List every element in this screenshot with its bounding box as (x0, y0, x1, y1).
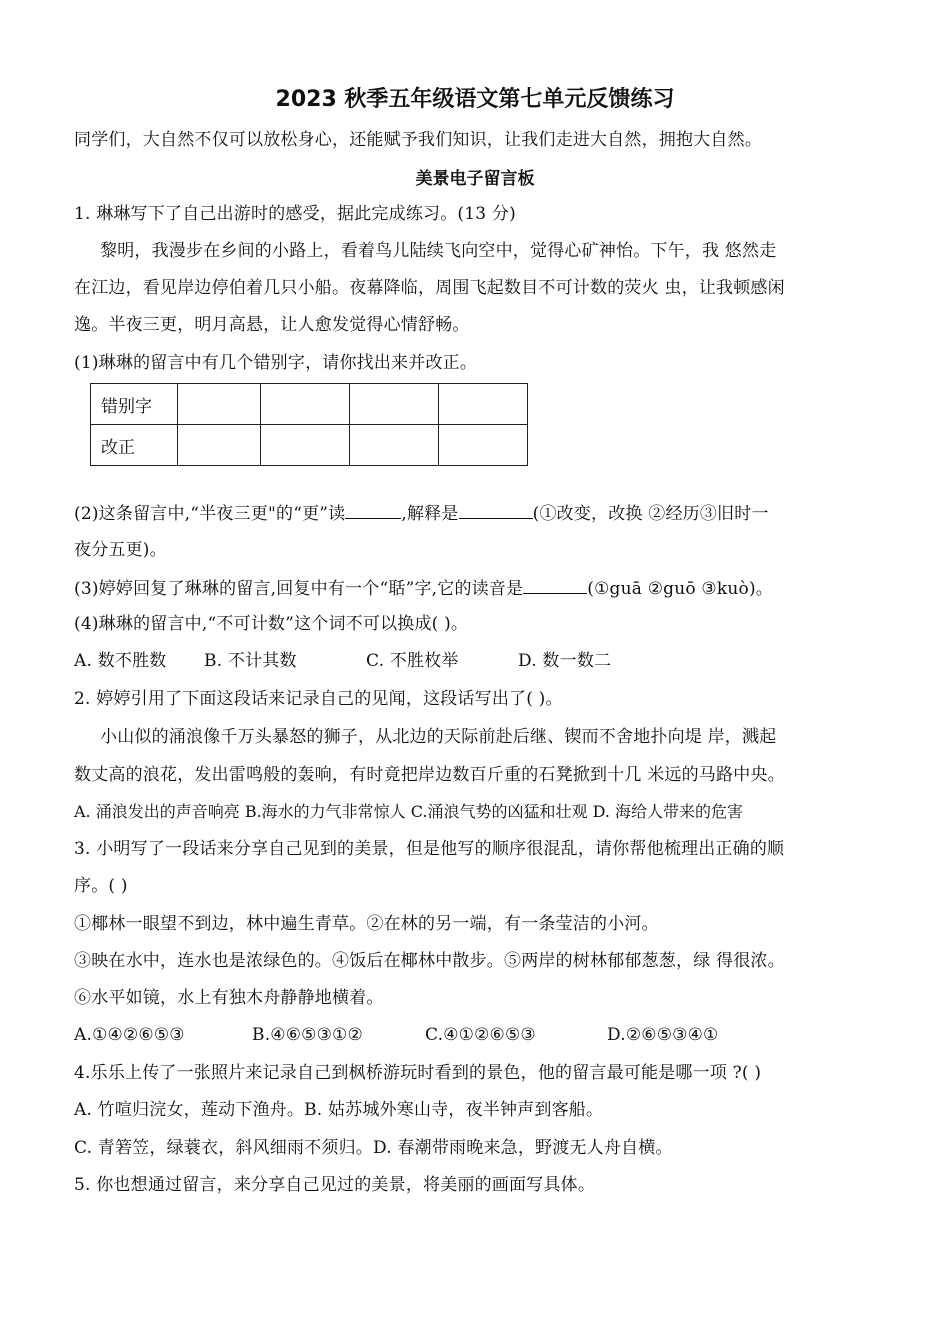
page-title: 2023 秋季五年级语文第七单元反馈练习 (275, 87, 675, 112)
q2-options[interactable]: A. 涌浪发出的声音响亮 B.海水的力气非常惊人 C.涌浪气势的凶猛和壮观 D. 海给人带来的危害 (74, 802, 744, 821)
q5-stem: 5. 你也想通过留言，来分享自己见过的美景，将美丽的画面写具体。 (74, 1175, 596, 1195)
typo-correction-table (90, 383, 528, 466)
q3-stem-line2: 序。( ) (74, 876, 128, 896)
q3-stem: 3. 小明写了一段话来分享自己见到的美景，但是他写的顺序很混乱，请你帮他梳理出正确的顺 (74, 839, 785, 859)
table-header-cell: 改正 (91, 425, 178, 466)
answer-cell[interactable] (178, 425, 261, 466)
q1-sub4: (4)琳琳的留言中,“不可计数”这个词不可以换成( )。 (74, 614, 469, 634)
option-c[interactable]: C. 不胜枚举 (366, 651, 459, 671)
answer-cell[interactable] (178, 384, 261, 425)
q1-sub3 (74, 575, 884, 601)
q1-sub3-part: (①guā ②guō ③kuò)。 (587, 579, 773, 599)
q1-sub2-part: ,解释是 (401, 504, 459, 524)
option-a[interactable]: A.①④②⑥⑤③ (74, 1025, 185, 1045)
board-title: 美景电子留言板 (415, 169, 535, 189)
option-c[interactable]: C.④①②⑥⑤③ (425, 1025, 536, 1045)
q1-sub3-part: (3)婷婷回复了琳琳的留言,回复中有一个“聒”字,它的读音是 (74, 579, 524, 599)
q3-sentence-line: ③映在水中，连水也是浓绿色的。④饭后在椰林中散步。⑤两岸的树林郁郁葱葱，绿 得很浓。 (74, 951, 785, 971)
table-header-cell: 错别字 (91, 384, 178, 425)
q4-options-line[interactable]: C. 青箬笠，绿蓑衣，斜风细雨不须归。D. 春潮带雨晚来急，野渡无人舟自横。 (74, 1138, 673, 1158)
table-row (91, 384, 528, 425)
answer-blank[interactable] (459, 500, 533, 519)
option-d[interactable]: D.②⑥⑤③④① (607, 1025, 719, 1045)
q4-options-line[interactable]: A. 竹喧归浣女，莲动下渔舟。B. 姑苏城外寒山寺，夜半钟声到客船。 (74, 1100, 604, 1120)
intro-text: 同学们，大自然不仅可以放松身心，还能赋予我们知识，让我们走进大自然，拥抱大自然。 (74, 130, 762, 150)
q3-sentence-line: ⑥水平如镜，水上有独木舟静静地横着。 (74, 988, 384, 1008)
q4-stem: 4.乐乐上传了一张照片来记录自己到枫桥游玩时看到的景色，他的留言最可能是哪一项 ?( ) (74, 1063, 762, 1083)
answer-cell[interactable] (350, 384, 439, 425)
answer-cell[interactable] (439, 425, 528, 466)
q1-sub2-part: (①改变，改换 ②经历③旧时一 (532, 504, 769, 524)
answer-blank[interactable] (345, 500, 401, 519)
answer-cell[interactable] (350, 425, 439, 466)
q2-passage-line: 小山似的涌浪像千万头暴怒的狮子，从北边的天际前赴后继、锲而不舍地扑向堤 岸，溅起 (100, 727, 777, 747)
answer-cell[interactable] (439, 384, 528, 425)
q1-passage-line: 逸。半夜三更，明月高悬，让人愈发觉得心情舒畅。 (74, 315, 470, 335)
option-a[interactable]: A. 数不胜数 (74, 651, 167, 671)
answer-blank[interactable] (523, 575, 587, 594)
answer-cell[interactable] (261, 425, 350, 466)
q1-sub1: (1)琳琳的留言中有几个错别字，请你找出来并改正。 (74, 353, 478, 373)
q1-sub2-line2: 夜分五更)。 (74, 540, 167, 560)
q1-passage-line: 在江边，看见岸边停伯着几只小船。夜幕降临，周围飞起数目不可计数的荧火 虫，让我顿感闲 (74, 278, 785, 298)
table-row (91, 425, 528, 466)
option-d[interactable]: D. 数一数二 (518, 651, 612, 671)
q1-sub2 (74, 500, 884, 526)
q1-sub2-part: (2)这条留言中,“半夜三更"的“更”读 (74, 504, 346, 524)
answer-cell[interactable] (261, 384, 350, 425)
q3-sentence-line: ①椰林一眼望不到边，林中遍生青草。②在林的另一端，有一条莹洁的小河。 (74, 914, 659, 934)
option-b[interactable]: B. 不计其数 (204, 651, 297, 671)
option-b[interactable]: B.④⑥⑤③①② (252, 1025, 363, 1045)
q2-stem: 2. 婷婷引用了下面这段话来记录自己的见闻，这段话写出了( )。 (74, 689, 563, 709)
q1-stem: 1. 琳琳写下了自己出游时的感受，据此完成练习。(13 分) (74, 204, 516, 224)
q3-options (74, 1023, 884, 1047)
q2-passage-line: 数丈高的浪花，发出雷鸣般的轰响，有时竟把岸边数百斤重的石凳掀到十几 米远的马路中央。 (74, 765, 785, 785)
q1-passage-line: 黎明，我漫步在乡间的小路上，看着鸟儿陆续飞向空中，觉得心矿神怡。下午，我 悠然走 (100, 241, 777, 261)
q1-options (74, 649, 884, 673)
